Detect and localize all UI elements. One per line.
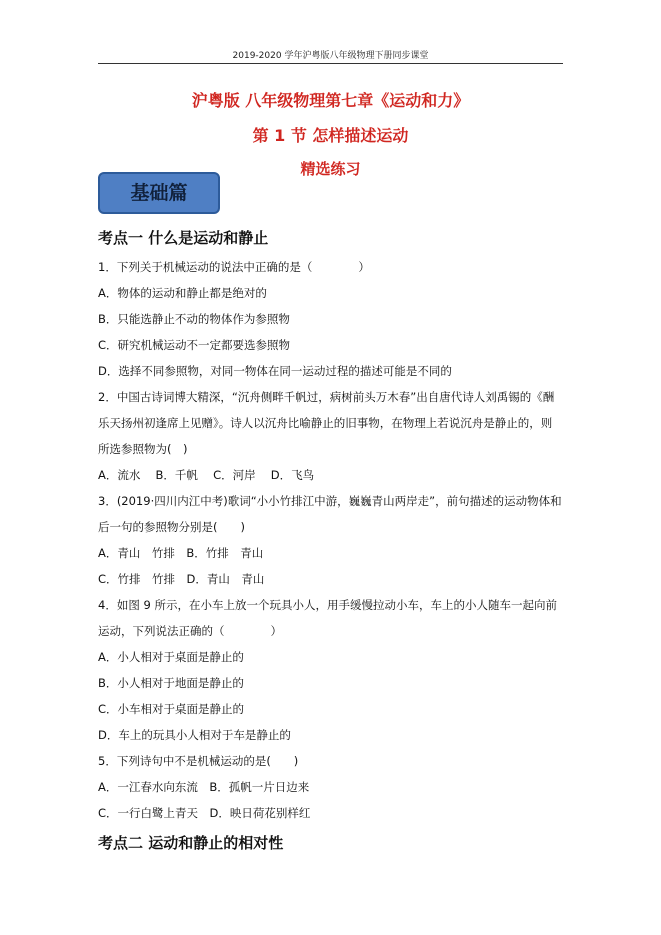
question-3-stem-line-1: 3．(2019·四川内江中考)歌词“小小竹排江中游，巍巍青山两岸走”，前句描述的运动物体和 [98, 494, 562, 508]
question-2-stem-line-1: 2．中国古诗词博大精深，“沉舟侧畔千帆过，病树前头万木春”出自唐代诗人刘禹锡的《酬 [98, 390, 555, 404]
basic-level-badge: 基础篇 [98, 172, 220, 214]
header-rule [98, 63, 563, 64]
question-3-options-ab: A．青山 竹排 B．竹排 青山 [98, 546, 264, 560]
question-2-stem-line-2: 乐天扬州初逢席上见赠》。诗人以沉舟比喻静止的旧事物，在物理上若说沉舟是静止的，则 [98, 416, 553, 430]
question-4-stem-line-1: 4．如图 9 所示，在小车上放一个玩具小人，用手缓慢拉动小车，车上的小人随车一起向前 [98, 598, 557, 612]
question-2-stem-line-3: 所选参照物为( ) [98, 442, 188, 456]
question-2-options: A．流水 B．千帆 C．河岸 D．飞鸟 [98, 468, 315, 482]
question-5-stem: 5．下列诗句中不是机械运动的是( ) [98, 754, 299, 768]
question-4-option-b: B．小人相对于地面是静止的 [98, 676, 244, 690]
question-3-options-cd: C．竹排 竹排 D．青山 青山 [98, 572, 265, 586]
question-4-option-a: A．小人相对于桌面是静止的 [98, 650, 244, 664]
question-5-options-ab: A．一江春水向东流 B．孤帆一片日边来 [98, 780, 310, 794]
exercise-subtitle: 精选练习 [300, 160, 361, 178]
topic-heading-2: 考点二 运动和静止的相对性 [98, 834, 284, 852]
question-4-stem-line-2: 运动，下列说法正确的（ ） [98, 624, 282, 638]
question-1-option-c: C．研究机械运动不一定都要选参照物 [98, 338, 291, 352]
question-4-option-d: D．车上的玩具小人相对于车是静止的 [98, 728, 291, 742]
page-header: 2019-2020 学年沪粤版八年级物理下册同步课堂 [232, 51, 429, 61]
question-1-option-a: A．物体的运动和静止都是绝对的 [98, 286, 267, 300]
question-5-options-cd: C．一行白鹭上青天 D．映日荷花别样红 [98, 806, 311, 820]
document-title: 沪粤版 八年级物理第七章《运动和力》 [191, 91, 470, 110]
question-3-stem-line-2: 后一句的参照物分别是( ) [98, 520, 245, 534]
section-subtitle: 第 1 节 怎样描述运动 [252, 126, 409, 145]
question-1-option-b: B．只能选静止不动的物体作为参照物 [98, 312, 290, 326]
question-4-option-c: C．小车相对于桌面是静止的 [98, 702, 245, 716]
question-1-option-d: D．选择不同参照物，对同一物体在同一运动过程的描述可能是不同的 [98, 364, 452, 378]
topic-heading-1: 考点一 什么是运动和静止 [98, 229, 269, 247]
question-1-stem: 1．下列关于机械运动的说法中正确的是（ ） [98, 260, 370, 274]
